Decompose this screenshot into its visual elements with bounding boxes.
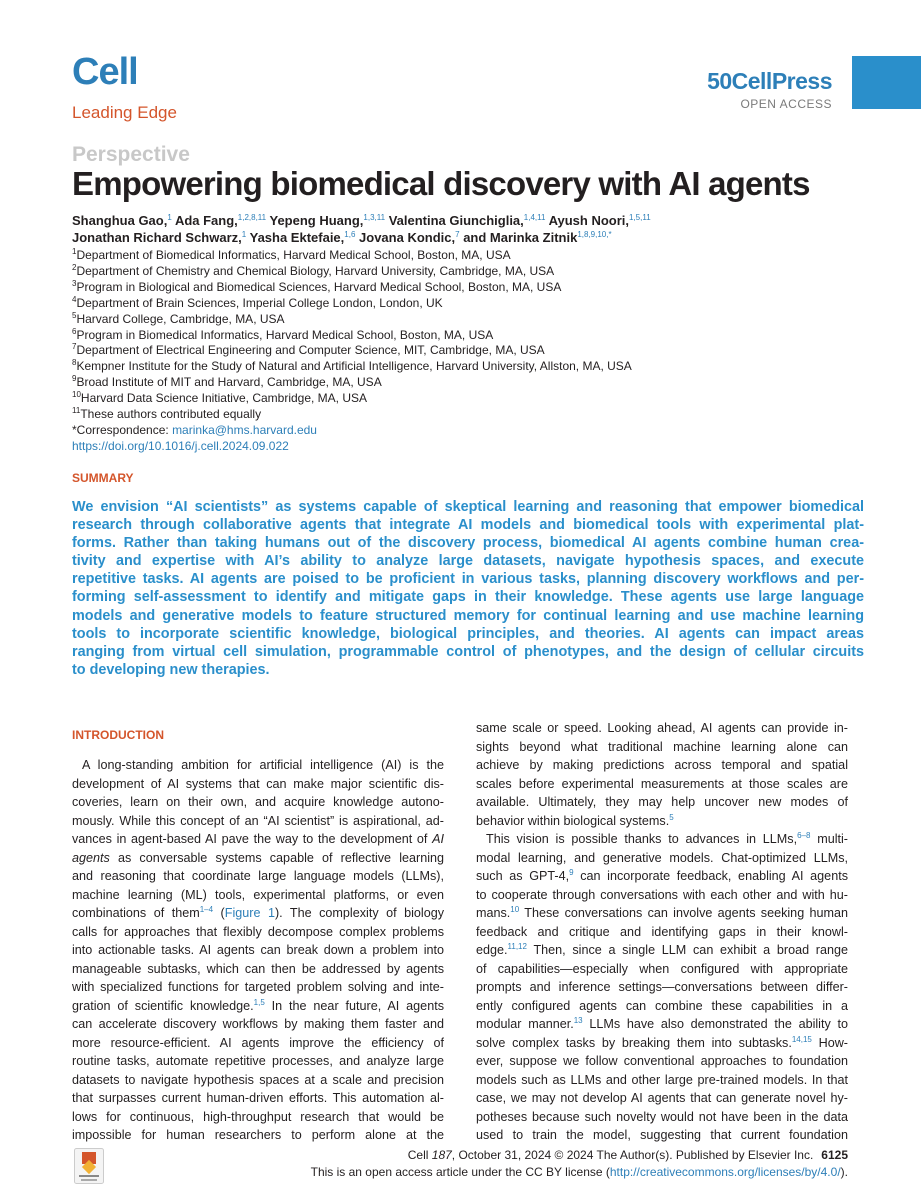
- introduction-left-column: [72, 756, 444, 1145]
- introduction-heading: INTRODUCTION: [72, 728, 164, 742]
- body-line: models such as LLMs and other large pre-trained models. In that: [476, 1072, 848, 1087]
- affiliation: $^{10}$Harvard Data Science Initiative, Cambridge, MA, USA: [72, 390, 368, 406]
- affiliation: $^7$Department of Electrical Engineering and Computer Science, MIT, Cambridge, MA, USA: [72, 342, 545, 358]
- author-affiliation-ref[interactable]: 1,4,11: [523, 213, 546, 222]
- doi-link[interactable]: https://doi.org/10.1016/j.cell.2024.09.022: [72, 438, 289, 453]
- body-line: combinations of them$^{1-4}$ (Figure 1). The complexity of biology: [72, 905, 445, 920]
- body-line: available. Ultimately, they may help uncover new modes of: [476, 795, 848, 809]
- author-name: Shanghua Gao,: [72, 213, 168, 228]
- author-name: Valentina Giunchiglia,: [388, 213, 524, 228]
- affiliation: $^5$Harvard College, Cambridge, MA, USA: [72, 310, 285, 326]
- body-line: case, we may not develop AI agents that can generate novel hy-: [476, 1091, 848, 1105]
- citation-ref[interactable]: 14,15: [791, 1034, 812, 1044]
- summary-heading: SUMMARY: [72, 471, 134, 485]
- body-line: into actionable tasks. AI agents can break down a problem into: [72, 943, 444, 957]
- citation-ref[interactable]: 10: [510, 905, 520, 914]
- affiliation: $^{11}$These authors contributed equally: [72, 406, 262, 422]
- check-for-updates-icon[interactable]: [74, 1148, 104, 1184]
- author-name: Jovana Kondic,: [359, 230, 456, 245]
- author-name: and Marinka Zitnik: [463, 230, 578, 245]
- author-name: Yepeng Huang,: [269, 213, 364, 228]
- body-line: development of AI systems that can make major scientific dis-: [72, 776, 444, 791]
- author-affiliation-ref[interactable]: 1,6: [344, 230, 356, 239]
- body-line: coveries, learn on their own, and acquire knowledge autono-: [72, 795, 444, 809]
- body-line: used to train the model, suggesting that current foundation: [476, 1128, 848, 1142]
- correspondence-email-link[interactable]: marinka@hms.harvard.edu: [172, 422, 317, 437]
- body-line: lows for continuous, high-throughput research that would be: [72, 1109, 444, 1124]
- summary-line: tools to incorporate scientific knowledge, biological principles, and theories. AI agents can impact areas: [72, 625, 864, 642]
- summary-line: to developing new therapies.: [72, 661, 270, 678]
- citation-ref[interactable]: 1–4: [199, 905, 214, 914]
- summary-line: repetitive tasks. AI agents are poised to be proficient in various tasks, planning discovery workflows and per-: [72, 571, 864, 588]
- affiliation: $^6$Program in Biomedical Informatics, Harvard Medical School, Boston, MA, USA: [72, 326, 494, 342]
- affiliation: $^2$Department of Chemistry and Chemical Biology, Harvard University, Cambridge, MA, USA: [72, 262, 555, 278]
- citation-ref[interactable]: 9: [569, 868, 574, 877]
- figure-1-link[interactable]: Figure 1: [224, 906, 275, 920]
- body-line: edge.$^{11,12}$ Then, since a single LLM can exhibit a broad range: [476, 942, 848, 957]
- body-line: vances in agent-based AI pave the way to the development of AI: [72, 832, 444, 846]
- body-line: prompts and inference settings—conversations between differ-: [476, 980, 848, 994]
- author-affiliation-ref[interactable]: 1,5,11: [629, 213, 651, 222]
- body-line: such as GPT-4,$^9$ can incorporate feedback, enabling AI agents: [476, 868, 848, 883]
- body-line: with specialized functions for targeted problem solving and inte-: [72, 980, 444, 994]
- summary-text: [72, 498, 864, 679]
- affiliations-list: [72, 248, 632, 455]
- affiliation: $^9$Broad Institute of MIT and Harvard, Cambridge, MA, USA: [72, 374, 382, 390]
- author-affiliation-ref[interactable]: 1: [241, 230, 247, 239]
- affiliation: $^8$Kempner Institute for the Study of Natural and Artificial Intelligence, Harvard University, Allston, MA, USA: [72, 358, 632, 374]
- author-affiliation-ref[interactable]: 7: [455, 230, 460, 239]
- body-line: machine learning (ML) tools, experimental platforms, or even: [72, 887, 444, 902]
- license-link[interactable]: http://creativecommons.org/licenses/by/4.0/: [609, 1165, 841, 1179]
- journal-logo: Cell: [72, 51, 138, 93]
- body-line: same scale or speed. Looking ahead, AI agents can provide in-: [476, 721, 848, 735]
- body-line: modular manner.$^{13}$ LLMs have also demonstrated the ability to: [476, 1016, 848, 1031]
- citation-ref[interactable]: 5: [669, 812, 674, 822]
- author-name: Ada Fang,: [174, 213, 238, 228]
- body-line: solve complex tasks by breaking them into subtasks.$^{14,15}$ How-: [476, 1034, 848, 1050]
- author-affiliation-ref[interactable]: 1: [167, 213, 172, 222]
- body-line: datasets to navigate hypothesis spaces at a scale and precision: [72, 1072, 444, 1087]
- summary-line: forming self-assessment to identify and mitigate gaps in their knowledge. These agents use large language: [72, 589, 864, 606]
- author-name: Ayush Noori,: [548, 213, 629, 228]
- summary-line: forms. Rather than taking humans out of the discovery process, biomedical AI agents combine human crea-: [72, 535, 864, 552]
- body-line: manageable subtasks, which can then be addressed by agents: [72, 961, 444, 976]
- body-line: routine tasks, automate repetitive processes, and analyze large: [72, 1054, 444, 1068]
- body-line: A long-standing ambition for artificial intelligence (AI) is the: [82, 758, 444, 772]
- header-color-tab: [852, 56, 921, 109]
- body-line: gration of scientific knowledge.$^{1,5}$ In the near future, AI agents: [72, 997, 444, 1013]
- footer-license: This is an open access article under the CC BY license (http://creativecommons.org/licenses/by/4.0/).: [310, 1165, 848, 1179]
- body-line: of capabilities—especially when configured with appropriate: [476, 961, 848, 976]
- publisher-logo: 50CellPress: [707, 68, 832, 94]
- body-line: can accelerate discovery workflows by making them faster and: [72, 1017, 444, 1031]
- affiliation: $^1$Department of Biomedical Informatics, Harvard Medical School, Boston, MA, USA: [72, 247, 511, 262]
- author-affiliation-ref[interactable]: 1,3,11: [363, 213, 386, 222]
- citation-ref[interactable]: 1,5: [253, 997, 265, 1007]
- author-name: Jonathan Richard Schwarz,: [72, 230, 242, 245]
- body-line: feedback and critique and identifying gaps in their knowl-: [476, 924, 848, 939]
- body-line: scales before experimental measurements at those scales are: [476, 776, 848, 791]
- body-line: modal learning, and generative models. Chat-optimized LLMs,: [476, 850, 848, 865]
- author-line-2: [72, 229, 612, 246]
- affiliation: $^3$Program in Biological and Biomedical Sciences, Harvard Medical School, Boston, MA, USA: [72, 278, 562, 294]
- summary-line: We envision “AI scientists” as systems capable of skeptical learning and reasoning that empower biomedical: [72, 499, 864, 515]
- body-line: sights beyond what traditional machine learning alone can: [476, 739, 848, 754]
- body-line: calls for approaches that flexibly decompose complex problems: [72, 924, 444, 939]
- article-type: Perspective: [72, 143, 190, 166]
- summary-line: ranging from virtual cell simulation, programmable control of phenotypes, and the design of cellular circuits: [72, 643, 864, 660]
- body-line: ently configured agents can combine these capabilities in a: [476, 998, 848, 1013]
- summary-line: research through collaborative agents that integrate AI models and biomedical tools with experimental plat-: [72, 517, 864, 534]
- body-line: mans.$^{10}$ These conversations can involve agents seeking human: [476, 905, 848, 920]
- body-line: impossible for human researchers to perform alone at the: [72, 1128, 444, 1142]
- correspondence: *Correspondence: marinka@hms.harvard.edu: [72, 422, 317, 437]
- open-access-label: OPEN ACCESS: [740, 97, 832, 111]
- introduction-right-column: [476, 719, 848, 1145]
- footer-citation: Cell 187, October 31, 2024 © 2024 The Author(s). Published by Elsevier Inc. 6125: [407, 1148, 848, 1162]
- body-line: behavior within biological systems.$^5$: [476, 812, 674, 828]
- body-line: potheses because such novelty would not have been in the data: [476, 1109, 848, 1124]
- page-number: 6125: [821, 1148, 848, 1162]
- author-name: Yasha Ektefaie,: [249, 230, 345, 245]
- section-label: Leading Edge: [72, 103, 177, 122]
- citation-ref[interactable]: 6–8: [797, 831, 811, 840]
- body-line: more resource-efficient. AI agents improve the efficiency of: [72, 1035, 444, 1050]
- author-affiliation-ref[interactable]: 1,2,8,11: [237, 213, 267, 222]
- article-title: Empowering biomedical discovery with AI agents: [72, 165, 810, 202]
- body-line: mously. While this concept of an “AI scientist” is aspirational, ad-: [72, 813, 444, 828]
- body-line: agents as conversable systems capable of reflective learning: [72, 850, 444, 865]
- affiliation: $^4$Department of Brain Sciences, Imperial College London, London, UK: [72, 294, 443, 310]
- body-line: achieve by making predictions across temporal and spatial: [476, 758, 848, 772]
- author-line-1: [72, 212, 651, 229]
- doi: [72, 439, 632, 455]
- body-line: that surpasses current human-driven efforts. This automation al-: [72, 1091, 444, 1105]
- body-line: This vision is possible thanks to advances in LLMs,$^{6-8}$ multi-: [486, 831, 848, 846]
- body-line: ever, suppose we follow conventional approaches to foundation: [476, 1054, 848, 1068]
- citation-ref[interactable]: 13: [573, 1016, 583, 1025]
- body-line: to cooperate through conversations with each other and with hu-: [476, 887, 848, 902]
- summary-line: models and generative models to feature structured memory for continual learning and use machine learning: [72, 607, 864, 624]
- summary-line: tivity and expertise with AI’s ability to analyze large datasets, navigate hypothesis spaces, and execute: [72, 553, 864, 570]
- citation-ref[interactable]: 11,12: [507, 942, 527, 951]
- author-affiliation-ref[interactable]: 1,8,9,10,*: [577, 230, 612, 239]
- body-line: and reasoning that coordinate large language models (LLMs),: [72, 869, 444, 883]
